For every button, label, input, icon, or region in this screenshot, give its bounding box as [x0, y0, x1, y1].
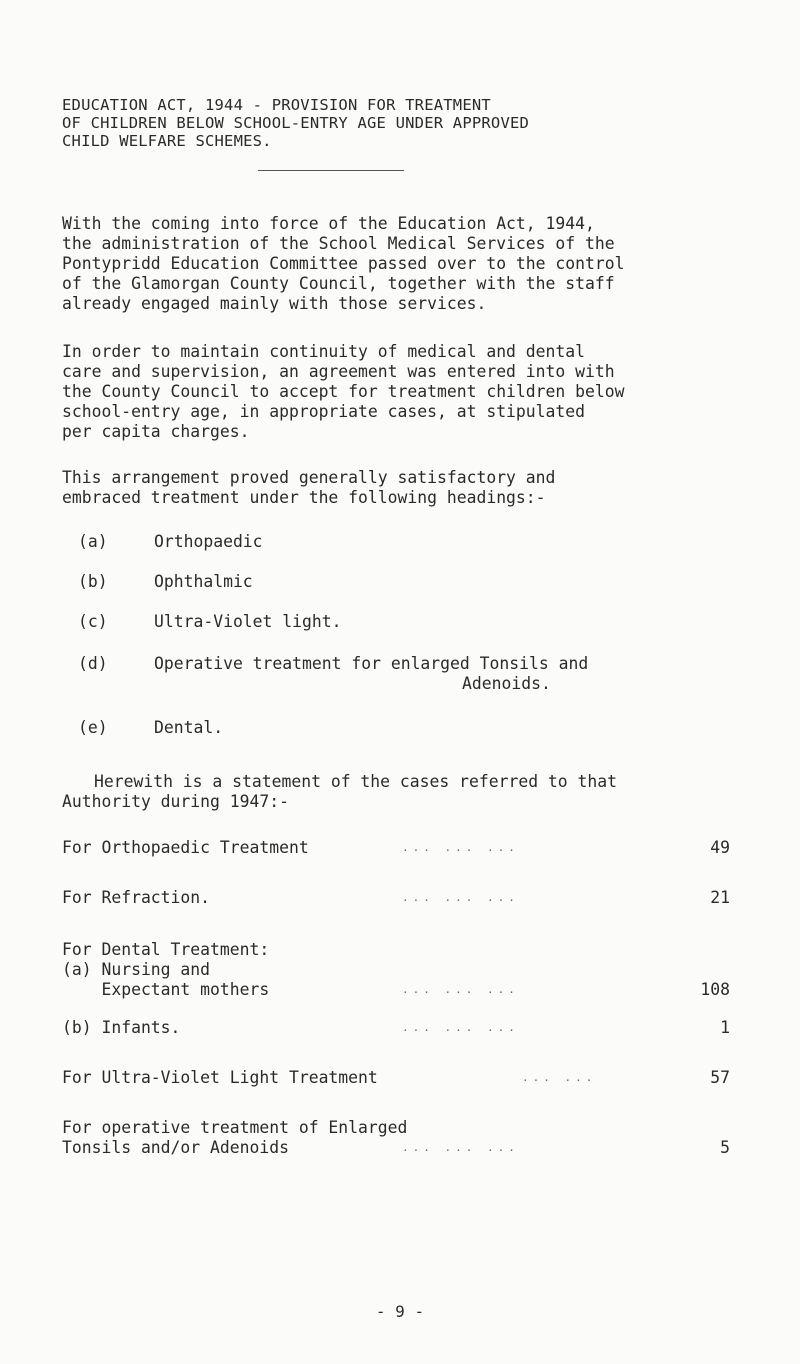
paragraph-line: embraced treatment under the following headings:- [62, 488, 546, 507]
leader-dots: ... ... ... [402, 841, 519, 854]
paragraph-1 [62, 214, 762, 314]
heading-text: Ultra-Violet light. [154, 612, 342, 631]
row-label: For Dental Treatment: [62, 940, 270, 959]
leader-dots: ... ... [522, 1071, 597, 1084]
paragraph-line: the administration of the School Medical Services of the [62, 234, 615, 253]
heading-text: Adenoids. [462, 674, 551, 693]
statement-row-refraction [62, 888, 752, 908]
heading-marker: (a) [78, 532, 108, 551]
paragraph-line: the County Council to accept for treatment children below [62, 382, 625, 401]
title-line-2: OF CHILDREN BELOW SCHOOL-ENTRY AGE UNDER APPROVED [62, 114, 530, 132]
row-value: 1 [720, 1018, 730, 1037]
heading-marker: (c) [78, 612, 108, 631]
heading-text: Operative treatment for enlarged Tonsils and [154, 654, 589, 673]
paragraph-4 [94, 772, 794, 792]
paragraph-line: already engaged mainly with those services. [62, 294, 487, 313]
heading-text: Ophthalmic [154, 572, 253, 591]
leader-dots: ... ... ... [402, 1141, 519, 1154]
row-label: For Refraction. [62, 888, 211, 907]
paragraph-line: per capita charges. [62, 422, 250, 441]
row-value: 57 [710, 1068, 730, 1087]
row-value: 21 [710, 888, 730, 907]
heading-marker: (b) [78, 572, 108, 591]
paragraph-line: Pontypridd Education Committee passed over to the control [62, 254, 625, 273]
paragraph-line: care and supervision, an agreement was entered into with [62, 362, 615, 381]
paragraph-line: This arrangement proved generally satisfactory and [62, 468, 556, 487]
row-value: 108 [700, 980, 730, 999]
statement-row-dental-a [62, 980, 752, 1000]
paragraph-3 [62, 468, 762, 508]
paragraph-2 [62, 342, 762, 442]
row-label: For Ultra-Violet Light Treatment [62, 1068, 378, 1087]
heading-marker: (d) [78, 654, 108, 673]
title-line-1: EDUCATION ACT, 1944 - PROVISION FOR TREATMENT [62, 96, 491, 114]
row-label: For operative treatment of Enlarged [62, 1118, 408, 1137]
row-label: For Orthopaedic Treatment [62, 838, 309, 857]
document-title [62, 96, 529, 150]
leader-dots: ... ... ... [402, 1021, 519, 1034]
statement-row-ultraviolet [62, 1068, 752, 1088]
page-number: - 9 - [375, 1302, 425, 1321]
paragraph-line: With the coming into force of the Education Act, 1944, [62, 214, 595, 233]
title-line-3: CHILD WELFARE SCHEMES. [62, 132, 272, 150]
statement-row-operative [62, 1138, 752, 1158]
row-label: Expectant mothers [62, 980, 270, 999]
leader-dots: ... ... ... [402, 983, 519, 996]
statement-operative-heading [62, 1118, 752, 1138]
title-divider [258, 170, 404, 171]
paragraph-line: In order to maintain continuity of medical and dental [62, 342, 586, 361]
row-value: 5 [720, 1138, 730, 1157]
paragraph-line: Authority during 1947:- [62, 792, 289, 811]
heading-text: Orthopaedic [154, 532, 263, 551]
heading-text: Dental. [154, 718, 224, 737]
paragraph-line: school-entry age, in appropriate cases, at stipulated [62, 402, 586, 421]
row-label: (b) Infants. [62, 1018, 181, 1037]
paragraph-line: Herewith is a statement of the cases referred to that [94, 772, 618, 791]
paragraph-4-cont [62, 792, 762, 812]
row-label: (a) Nursing and [62, 960, 211, 979]
paragraph-line: of the Glamorgan County Council, together with the staff [62, 274, 615, 293]
statement-row-dental-b [62, 1018, 752, 1038]
row-value: 49 [710, 838, 730, 857]
statement-row-orthopaedic [62, 838, 752, 858]
heading-marker: (e) [78, 718, 108, 737]
leader-dots: ... ... ... [402, 891, 519, 904]
statement-dental-heading [62, 940, 752, 980]
row-label: Tonsils and/or Adenoids [62, 1138, 289, 1157]
